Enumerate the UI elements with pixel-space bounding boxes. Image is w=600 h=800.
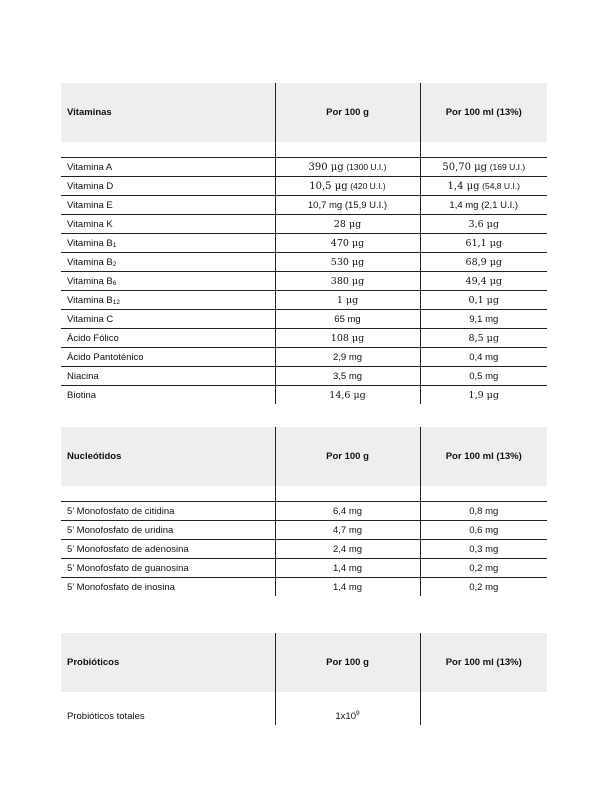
table-row [61, 329, 547, 348]
value-per100g: 10,7 mg (15,9 U.I.) [275, 196, 420, 215]
value-per100ml: 1,4 μg (54,8 U.I.) [420, 177, 547, 196]
value-per100ml: 61,1 μg [420, 234, 547, 253]
nucleotide-name: 5’ Monofosfato de guanosina [61, 559, 275, 578]
vitaminas-header-per100ml: Por 100 ml (13%) [420, 83, 547, 142]
nutrient-name: Vitamina $B_1$ [61, 234, 275, 253]
nucleotidos-header-per100g: Por 100 g [275, 427, 420, 486]
value-per100g: 390 μg (1300 U.I.) [275, 158, 420, 177]
table-row [61, 310, 547, 329]
nutrient-name: Ácido Fólico [61, 329, 275, 348]
table-row [61, 253, 547, 272]
value-per100g: 470 μg [275, 234, 420, 253]
table-row [61, 367, 547, 386]
nucleotide-name: 5’ Monofosfato de adenosina [61, 540, 275, 559]
probioticos-table [61, 633, 547, 725]
table-row [61, 272, 547, 291]
nutrient-name: Vitamina E [61, 196, 275, 215]
nutrient-name: Vitamina $B_{12}$ [61, 291, 275, 310]
value-per100g: 28 μg [275, 215, 420, 234]
value-per100g: 380 μg [275, 272, 420, 291]
table-row [61, 291, 547, 310]
nutrient-name: Ácido Pantoténico [61, 348, 275, 367]
value-per100g: 1,4 mg [275, 578, 420, 597]
nutrient-name: Vitamina $B_2$ [61, 253, 275, 272]
nucleotide-name: 5’ Monofosfato de citidina [61, 502, 275, 521]
vitaminas-header-name: Vitaminas [61, 83, 275, 142]
value-per100ml: 0,2 mg [420, 559, 547, 578]
probioticos-header-row [61, 633, 547, 692]
probiotic-name: Probióticos totales [67, 710, 145, 722]
nucleotidos-table [61, 427, 547, 596]
table-row [61, 386, 547, 405]
table-row [61, 559, 547, 578]
value-per100g: 530 μg [275, 253, 420, 272]
value-per100ml: 0,8 mg [420, 502, 547, 521]
vitaminas-header-per100g: Por 100 g [275, 83, 420, 142]
table-row [61, 578, 547, 597]
value-per100ml: 9,1 mg [420, 310, 547, 329]
value-per100ml [420, 707, 547, 725]
table-row [61, 234, 547, 253]
table-row [61, 196, 547, 215]
value-per100g: 2,9 mg [275, 348, 420, 367]
table-row [61, 502, 547, 521]
value-per100ml: 49,4 μg [420, 272, 547, 291]
nutrient-name: Vitamina $B_6$ [61, 272, 275, 291]
value-per100g: 2,4 mg [275, 540, 420, 559]
vitaminas-header-row [61, 83, 547, 142]
value-per100g: 14,6 μg [275, 386, 420, 405]
value-per100g: 3,5 mg [275, 367, 420, 386]
nutrient-name: Niacina [61, 367, 275, 386]
nucleotidos-header-per100ml: Por 100 ml (13%) [420, 427, 547, 486]
nucleotide-name: 5’ Monofosfato de uridina [61, 521, 275, 540]
value-per100ml: 0,3 mg [420, 540, 547, 559]
table-row [61, 540, 547, 559]
value-per100ml: 0,5 mg [420, 367, 547, 386]
value-per100ml: 1,4 mg (2,1 U.I.) [420, 196, 547, 215]
value-per100g: 6,4 mg [275, 502, 420, 521]
probioticos-header-per100g: Por 100 g [275, 633, 420, 692]
nucleotide-name: 5’ Monofosfato de inosina [67, 581, 175, 593]
value-per100ml: 68,9 μg [420, 253, 547, 272]
nutrient-name: Vitamina K [61, 215, 275, 234]
value-per100ml: 0,4 mg [420, 348, 547, 367]
probioticos-header-per100ml: Por 100 ml (13%) [420, 633, 547, 692]
value-per100g: 1 μg [275, 291, 420, 310]
table-row [61, 521, 547, 540]
vitaminas-table [61, 83, 547, 404]
table-row [61, 215, 547, 234]
value-per100ml: 0,6 mg [420, 521, 547, 540]
nutrient-name: Vitamina D [61, 177, 275, 196]
value-per100g: 4,7 mg [275, 521, 420, 540]
nutrient-name: Vitamina A [61, 158, 275, 177]
probioticos-header-name: Probióticos [61, 633, 275, 692]
value-per100ml: 50,70 μg (169 U.I.) [420, 158, 547, 177]
table-row [61, 348, 547, 367]
table-row [61, 177, 547, 196]
nucleotidos-header-row [61, 427, 547, 486]
value-per100ml: 8,5 μg [420, 329, 547, 348]
table-row [61, 707, 547, 725]
value-per100ml: 1,9 μg [420, 386, 547, 405]
value-per100g: 10,5 μg (420 U.I.) [275, 177, 420, 196]
value-per100ml: 0,1 μg [420, 291, 547, 310]
value-per100ml: 3,6 μg [420, 215, 547, 234]
nucleotidos-header-name: Nucleótidos [61, 427, 275, 486]
nutrient-name: Biotina [67, 389, 97, 401]
value-per100g: 65 mg [275, 310, 420, 329]
table-row [61, 158, 547, 177]
value-per100ml: 0,2 mg [420, 578, 547, 597]
value-per100g: 1,4 mg [275, 559, 420, 578]
value-per100g: $1x10^9$ [275, 707, 420, 725]
value-per100g: 108 μg [275, 329, 420, 348]
nutrient-name: Vitamina C [61, 310, 275, 329]
